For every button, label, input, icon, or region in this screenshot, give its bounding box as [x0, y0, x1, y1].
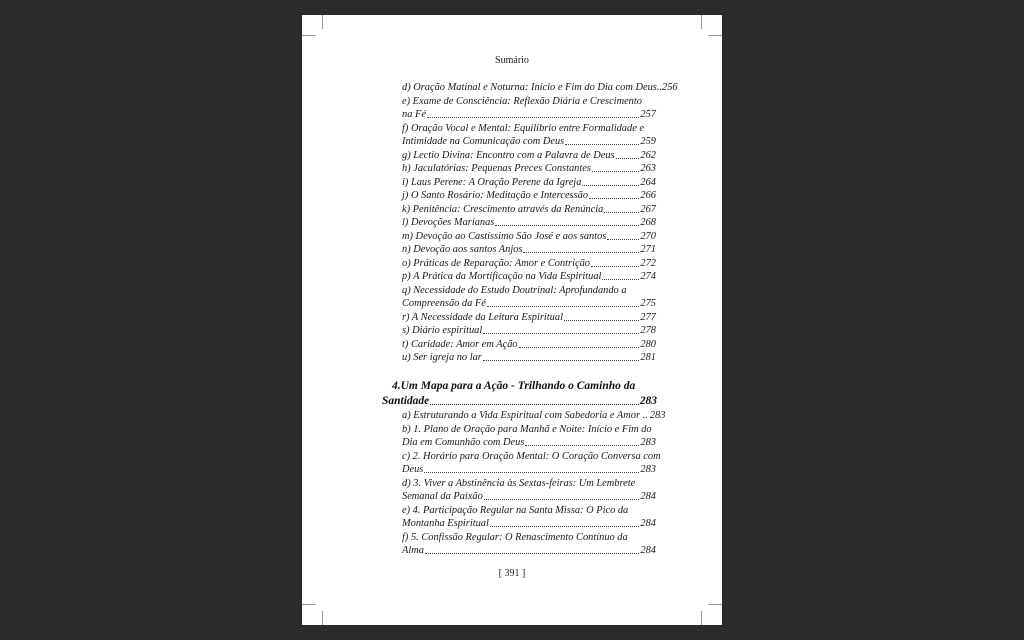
toc-entry-page: 278 — [640, 325, 656, 336]
leader-dots — [483, 324, 639, 334]
chapter-title-line1: 4.Um Mapa para a Ação - Trilhando o Caminho da — [392, 380, 636, 392]
leader-dots — [484, 490, 640, 500]
leader-dots — [589, 189, 639, 199]
toc-entry-page: 264 — [640, 176, 656, 188]
toc-entry-title: a) Estruturando a Vida Espiritual com Sabedoria e Amor .. — [402, 410, 648, 421]
toc-entry-page: 277 — [640, 311, 656, 323]
toc-entry-title: u) Ser igreja no lar — [402, 352, 482, 363]
toc-entry[interactable] — [402, 311, 656, 325]
toc-entry[interactable] — [402, 257, 656, 271]
toc-entry-title-cont: Intimidade na Comunicação com Deus — [402, 136, 565, 147]
toc-entry[interactable] — [402, 95, 656, 122]
toc-entry-title: s) Diário espiritual — [402, 325, 483, 336]
crop-mark — [302, 604, 316, 605]
leader-dots — [525, 436, 639, 446]
crop-mark — [322, 15, 323, 29]
toc-entry-page: 272 — [640, 257, 656, 269]
toc-entry[interactable] — [402, 243, 656, 257]
toc-entry[interactable] — [402, 122, 656, 149]
toc-entry-title: c) 2. Horário para Oração Mental: O Coração Conversa com — [402, 450, 661, 462]
toc-entry-page: 263 — [640, 163, 656, 174]
chapter-page-number: 283 — [639, 394, 657, 407]
toc-entry-title: p) A Prática da Mortificação na Vida Espiritual — [402, 271, 602, 282]
toc-entry-page: 281 — [640, 352, 656, 363]
toc-entry-title: o) Práticas de Reparação: Amor e Contrição — [402, 257, 590, 269]
toc-entry[interactable] — [402, 230, 656, 244]
toc-entry-title: d) Oração Matinal e Noturna: Início e Fim do Dia com Deus.. — [402, 82, 663, 93]
toc-entry[interactable] — [402, 284, 656, 311]
toc-entry[interactable] — [402, 351, 656, 365]
toc-chapter-heading[interactable] — [382, 379, 657, 408]
toc-entry-page: 283 — [649, 410, 666, 421]
leader-dots — [425, 544, 639, 554]
toc-entry-title: g) Lectio Divina: Encontro com a Palavra de Deus — [402, 149, 615, 161]
crop-mark — [322, 611, 323, 625]
toc-entry[interactable] — [402, 270, 656, 284]
toc-entry-title: e) 4. Participação Regular na Santa Missa: O Pico da — [402, 504, 629, 516]
leader-dots — [490, 517, 640, 527]
toc-entry-title: f) 5. Confissão Regular: O Renascimento Contínuo da — [402, 531, 628, 543]
toc-entry-title: q) Necessidade do Estudo Doutrinal: Aprofundando a — [402, 284, 627, 296]
toc-entry[interactable] — [402, 477, 656, 504]
toc-entry-page: 271 — [640, 244, 656, 255]
toc-entry-page: 284 — [640, 545, 656, 556]
leader-dots — [424, 463, 639, 473]
toc-entry[interactable] — [402, 189, 656, 203]
toc-entry[interactable] — [402, 162, 656, 176]
toc-entry[interactable] — [402, 81, 678, 95]
toc-entry[interactable] — [402, 531, 656, 558]
leader-dots — [602, 270, 639, 280]
toc-entry[interactable] — [402, 409, 666, 423]
toc-entry-title-cont: Montanha Espiritual — [402, 518, 489, 529]
crop-mark — [701, 15, 702, 29]
toc-entry-page: 259 — [640, 136, 656, 147]
toc-entry-title: j) O Santo Rosário: Meditação e Intercessão — [402, 190, 589, 201]
toc-entry-title-cont: Deus — [402, 464, 424, 475]
page-header: Sumário — [495, 55, 529, 66]
crop-mark — [302, 35, 316, 36]
toc-entry-title: t) Caridade: Amor em Ação — [402, 338, 518, 350]
toc-entry-title: k) Penitência: Crescimento através da Renúncia — [402, 203, 604, 215]
chapter-title-line2: Santidade — [382, 394, 430, 407]
toc-entry-title: i) Laus Perene: A Oração Perene da Igreja — [402, 176, 582, 188]
toc-entry-page: 266 — [640, 190, 656, 201]
toc-entry-page: 284 — [640, 518, 656, 529]
leader-dots — [565, 135, 639, 145]
toc-entry-page: 275 — [640, 298, 656, 309]
leader-dots — [564, 311, 639, 321]
crop-mark — [701, 611, 702, 625]
toc-entry-page: 274 — [640, 271, 656, 282]
toc-entry[interactable] — [402, 149, 656, 163]
leader-dots — [495, 216, 639, 226]
toc-entry[interactable] — [402, 203, 656, 217]
toc-entry[interactable] — [402, 324, 656, 338]
toc-entry[interactable] — [402, 504, 656, 531]
toc-entry[interactable] — [402, 423, 656, 450]
crop-mark — [708, 604, 722, 605]
toc-entry-title: l) Devoções Marianas — [402, 217, 495, 228]
leader-dots — [519, 338, 640, 348]
toc-entry-page: 256 — [662, 82, 678, 93]
toc-entry-title-cont: Alma — [402, 545, 424, 556]
toc-entry-page: 270 — [640, 230, 656, 242]
toc-entry-title: e) Exame de Consciência: Reflexão Diária e Crescimento — [402, 95, 642, 107]
toc-entry-title: d) 3. Viver a Abstinência às Sextas-feiras: Um Lembrete — [402, 477, 636, 489]
toc-entry[interactable] — [402, 338, 656, 352]
toc-entry-title: h) Jaculatórias: Pequenas Preces Constantes — [402, 163, 591, 174]
toc-entry-title: n) Devoção aos santos Anjos — [402, 244, 523, 255]
toc-entry[interactable] — [402, 450, 661, 477]
leader-dots — [604, 203, 639, 213]
toc-entry-title: m) Devoção ao Castíssimo São José e aos santos — [402, 230, 607, 242]
leader-dots — [592, 162, 639, 172]
toc-entry[interactable] — [402, 216, 656, 230]
toc-entry-title: r) A Necessidade da Leitura Espiritual — [402, 311, 563, 323]
leader-dots — [591, 257, 639, 267]
leader-dots — [582, 176, 639, 186]
toc-entry-title: b) 1. Plano de Oração para Manhã e Noite: Início e Fim do — [402, 423, 652, 435]
document-page — [302, 15, 722, 625]
toc-entry-page: 257 — [640, 109, 656, 120]
leader-dots — [487, 297, 640, 307]
toc-entry-page: 268 — [640, 217, 656, 228]
leader-dots — [616, 149, 640, 159]
toc-entry-title-cont: Semanal da Paixão — [402, 491, 483, 502]
leader-dots — [483, 351, 640, 361]
page-number: [ 391 ] — [498, 568, 526, 579]
toc-entry-title: f) Oração Vocal e Mental: Equilíbrio entre Formalidade e — [402, 122, 645, 134]
leader-dots — [430, 394, 638, 405]
crop-mark — [708, 35, 722, 36]
toc-entry-page: 284 — [640, 491, 656, 502]
toc-entry-page: 262 — [640, 149, 656, 161]
leader-dots — [523, 243, 639, 253]
toc-entry-title-cont: na Fé — [402, 109, 426, 120]
leader-dots — [427, 108, 639, 118]
toc-entry-page: 283 — [640, 464, 656, 475]
toc-entry-page: 283 — [640, 437, 656, 448]
toc-entry-page: 267 — [640, 203, 656, 215]
toc-entry[interactable] — [402, 176, 656, 190]
toc-entry-page: 280 — [640, 338, 656, 350]
toc-entry-title-cont: Compreensão da Fé — [402, 298, 486, 309]
leader-dots — [607, 230, 639, 240]
toc-entry-title-cont: Dia em Comunhão com Deus — [402, 437, 525, 448]
